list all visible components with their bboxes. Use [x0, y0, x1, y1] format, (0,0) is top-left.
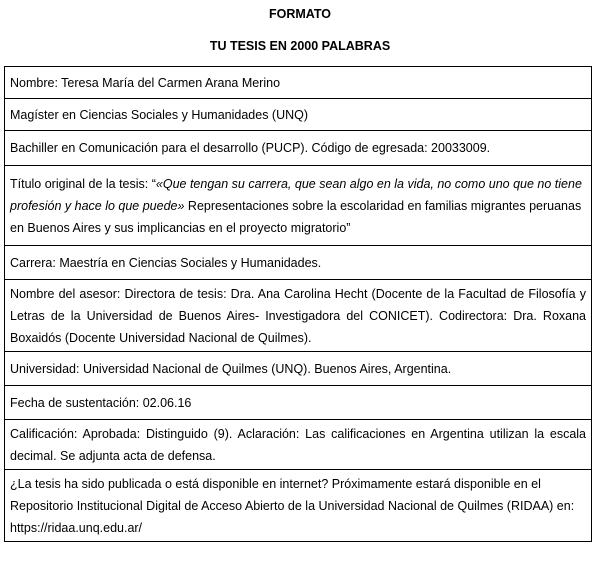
- table-row: [5, 352, 592, 386]
- table-row: [5, 166, 592, 246]
- document-title: FORMATO: [268, 7, 332, 21]
- table-row: [5, 280, 592, 352]
- thesis-title-label: Título original de la tesis: “: [10, 176, 156, 191]
- table-row: [5, 67, 592, 99]
- bachelor-cell: Bachiller en Comunicación para el desarrollo (PUCP). Código de egresada: 20033009.: [5, 131, 592, 166]
- document-subtitle: TU TESIS EN 2000 PALABRAS: [209, 39, 391, 53]
- table-row: [5, 420, 592, 470]
- table-row: [5, 246, 592, 280]
- table-row: [5, 470, 592, 542]
- publication-cell: ¿La tesis ha sido publicada o está disponible en internet? Próximamente estará disponible en el Repositorio Institucional Digital de Acceso Abierto de la Universidad Nacional de Quilmes (RIDAA) en: https://ridaa.unq.edu.ar/: [5, 470, 592, 542]
- program-cell: Carrera: Maestría en Ciencias Sociales y Humanidades.: [5, 246, 592, 280]
- degree-cell: Magíster en Ciencias Sociales y Humanidades (UNQ): [5, 99, 592, 131]
- table-row: [5, 99, 592, 131]
- advisor-cell: Nombre del asesor: Directora de tesis: Dra. Ana Carolina Hecht (Docente de la Facultad de Filosofía y Letras de la Universidad de Buenos Aires- Investigadora del CONICET). Codirectora: Dra. Roxana Boxaidós (Docente Universidad Nacional de Quilmes).: [5, 280, 592, 352]
- defense-date-cell: Fecha de sustentación: 02.06.16: [5, 386, 592, 420]
- thesis-info-table: [4, 66, 592, 542]
- thesis-title-rest: Representaciones sobre la escolaridad en familias migrantes peruanas en Buenos Aires y sus implicancias en el proyecto migratorio”: [10, 198, 582, 235]
- thesis-title-quote: «Que tengan su carrera, que sean algo en la vida, no como uno que no tiene profesión y hace lo que puede»: [10, 176, 582, 213]
- university-cell: Universidad: Universidad Nacional de Quilmes (UNQ). Buenos Aires, Argentina.: [5, 352, 592, 386]
- table-row: [5, 131, 592, 166]
- grade-cell: Calificación: Aprobada: Distinguido (9). Aclaración: Las calificaciones en Argentina utilizan la escala decimal. Se adjunta acta de defensa.: [5, 420, 592, 470]
- table-row: [5, 386, 592, 420]
- name-cell: Nombre: Teresa María del Carmen Arana Merino: [5, 67, 592, 99]
- thesis-title-cell: [5, 166, 592, 246]
